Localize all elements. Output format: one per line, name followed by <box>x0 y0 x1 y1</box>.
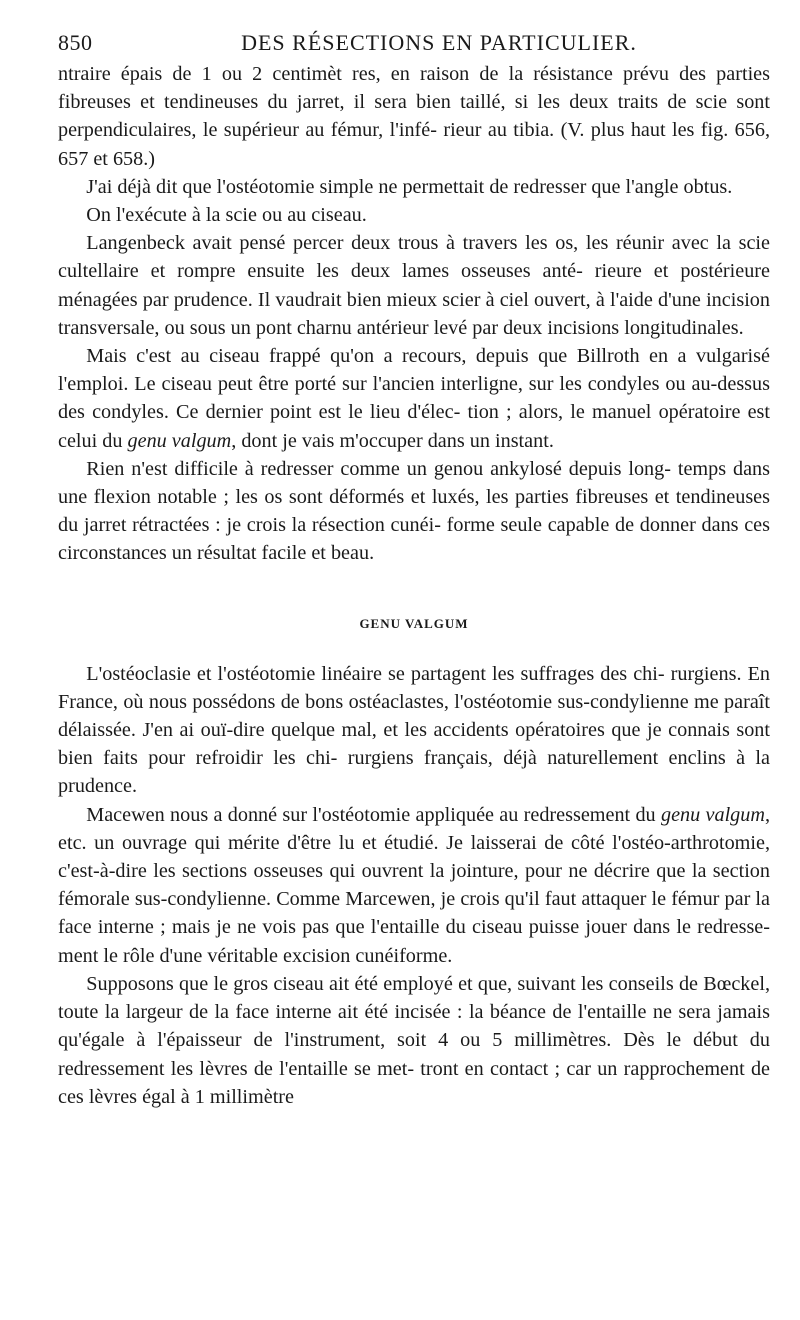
page-header <box>58 0 770 60</box>
text-run: On l'exécute à la scie ou au ciseau. <box>86 204 367 227</box>
text-run: Langenbeck avait pensé percer deux trous à travers les os, les réunir avec la scie cultellaire et rompre ensuite les deux lames osseuses anté- rieure et postérieure ménagées par prudence. Il vaudrait bien mieux scier à ciel ouvert, à l'aide d'une incision transversale, ou sous un pont charnu antérieur levé par deux incisions longitudinales. <box>58 232 770 339</box>
text-run: Supposons que le gros ciseau ait été employé et que, suivant les conseils de Bœckel, toute la largeur de la face interne ait été incisée : la béance de l'entaille ne sera jamais qu'égale à l'épaisseur de l'instrument, soit 4 ou 5 millimètres. Dès le début du redressement les lèvres de l'entaille se met- tront en contact ; car un rapprochement de ces lèvres égal à 1 millimètre <box>58 972 770 1108</box>
text-run: Rien n'est difficile à redresser comme un genou ankylosé depuis long- temps dans une flexion notable ; les os sont déformés et luxés, les parties fibreuses et tendineuses du jarret rétractées : je crois la résection cunéi- forme seule capable de donner dans ces circonstances un résultat facile et beau. <box>58 457 770 565</box>
body-text-before <box>58 60 770 568</box>
text-run: , dont je vais m'occuper dans un instant. <box>231 429 554 452</box>
section-title: GENU VALGUM <box>359 615 469 631</box>
paragraph <box>58 173 770 201</box>
text-run: Mais c'est au ciseau frappé qu'on a recours, depuis que Billroth en a vulgarisé l'emploi. Le ciseau peut être porté sur l'ancien interligne, sur les condyles ou au-dessus des condyles. Ce dernier point est le lieu d'élec- tion ; alors, le manuel opératoire est celui du <box>58 345 770 452</box>
body-text-after <box>58 660 770 1111</box>
paragraph <box>58 455 770 568</box>
paragraph <box>58 342 770 455</box>
text-run: L'ostéoclasie et l'ostéotomie linéaire se partagent les suffrages des chi- rurgiens. En France, où nous possédons de bons ostéaclastes, l'ostéotomie sus-condylienne me paraît délaissée. J'en ai ouï-dire quelque mal, et les accidents opératoires que je connais sont bien faits pour refroidir les chi- rurgiens français, déjà naturellement enclins à la prudence. <box>58 662 770 798</box>
text-run: ntraire épais de 1 ou 2 centimèt res, en raison de la résistance prévu des parties fibreuses et tendineuses du jarret, il sera bien taillé, si les deux traits de scie sont perpendiculaires, le supérieur au fémur, l'infé- rieur au tibia. (V. plus haut les fig. 656, 657 et 658.) <box>58 63 770 170</box>
paragraph <box>58 660 770 801</box>
italic-term: genu valgum <box>660 803 765 826</box>
paragraph <box>58 970 770 1111</box>
paragraph <box>58 201 770 229</box>
italic-term: genu valgum <box>127 429 232 452</box>
text-run: J'ai déjà dit que l'ostéotomie simple ne permettait de redresser que l'angle obtus. <box>86 175 733 198</box>
paragraph <box>58 60 770 173</box>
paragraph <box>58 229 770 342</box>
text-run: Macewen nous a donné sur l'ostéotomie appliquée au redressement du <box>86 803 661 826</box>
text-run: , etc. un ouvrage qui mérite d'être lu et étudié. Je laisserai de côté l'ostéo-arthrotomie, c'est-à-dire les sections osseuses qui ouvrent la jointure, pour ne décrire que la section fémorale sus-condylienne. Comme Marcewen, je crois qu'il faut attaquer le fémur par la face interne ; mais je ne vois pas que l'entaille du ciseau puisse jouer dans le redresse- ment le rôle d'une véritable excision cunéiforme. <box>58 803 770 967</box>
running-head: DES RÉSECTIONS EN PARTICULIER. <box>241 30 637 55</box>
paragraph <box>58 801 770 970</box>
page-number: 850 <box>58 30 93 55</box>
